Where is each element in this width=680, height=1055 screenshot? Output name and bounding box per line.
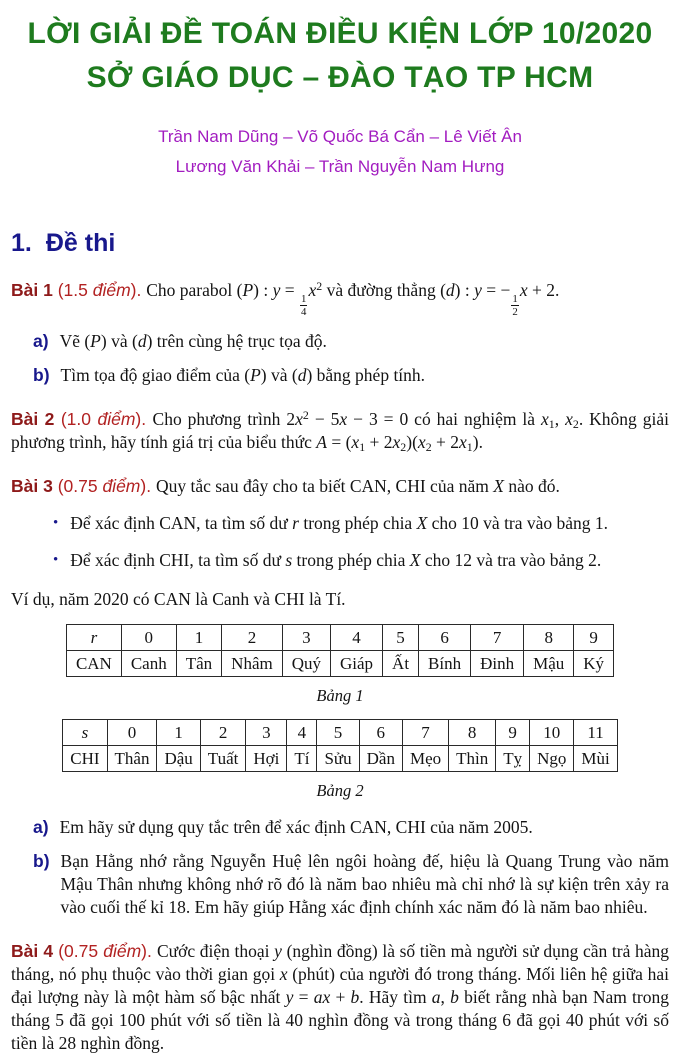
text-run: 2 bbox=[302, 407, 309, 422]
problem-3-bullet-1 bbox=[53, 512, 669, 535]
table-cell: Ký bbox=[574, 650, 614, 676]
problem-1-header bbox=[11, 280, 146, 300]
problem-3-statement bbox=[11, 475, 669, 498]
table-row bbox=[63, 719, 618, 745]
item-a-text bbox=[60, 330, 669, 353]
text-run: d bbox=[445, 280, 455, 300]
table-cell: 4 bbox=[287, 719, 317, 745]
table-cell: CHI bbox=[63, 745, 107, 771]
text-run: x bbox=[541, 408, 549, 429]
table-cell: 1 bbox=[176, 624, 221, 650]
fraction: $\frac{1}{2}$ bbox=[512, 292, 518, 319]
text-run: − 5 bbox=[308, 408, 340, 429]
text-run: d bbox=[137, 330, 147, 351]
text-run: x bbox=[308, 280, 317, 300]
text-run: Vẽ ( bbox=[59, 330, 91, 351]
text-run: điểm bbox=[97, 408, 136, 429]
problem-1-item-a bbox=[33, 330, 669, 353]
text-run: trong phép chia bbox=[298, 512, 417, 533]
table-cell: Nhâm bbox=[222, 650, 283, 676]
can-table bbox=[66, 624, 614, 677]
section-number: 1. bbox=[11, 229, 32, 257]
text-run: r bbox=[292, 512, 299, 533]
text-run: = bbox=[280, 280, 300, 300]
text-run: = bbox=[293, 986, 314, 1007]
table-cell: 5 bbox=[317, 719, 359, 745]
document-page bbox=[0, 12, 680, 1055]
problem-3-text bbox=[156, 476, 560, 496]
table-cell: 6 bbox=[419, 624, 471, 650]
table-cell: 6 bbox=[359, 719, 402, 745]
text-run: x bbox=[279, 963, 288, 984]
table-cell: 11 bbox=[574, 719, 617, 745]
text-run: ) trên cùng hệ trục tọa độ. bbox=[146, 330, 327, 351]
problem-1-item-b bbox=[33, 364, 669, 387]
chi-table bbox=[62, 719, 618, 772]
text-run: Bài 4 bbox=[11, 940, 59, 961]
table-cell: Giáp bbox=[331, 650, 383, 676]
text-run: 2 bbox=[400, 439, 407, 454]
table-cell: 3 bbox=[282, 624, 330, 650]
table-row bbox=[63, 745, 618, 771]
text-run: = ( bbox=[326, 431, 352, 452]
text-run: 2 bbox=[572, 416, 579, 431]
table-cell: Quý bbox=[282, 650, 330, 676]
bullet-icon: • bbox=[53, 551, 59, 568]
text-run: ) bằng phép tính. bbox=[306, 364, 426, 385]
table-cell: 8 bbox=[524, 624, 574, 650]
table-cell: Sửu bbox=[317, 745, 359, 771]
problem-3-item-b bbox=[33, 850, 669, 919]
title-line-2: SỞ GIÁO DỤC – ĐÀO TẠO TP HCM bbox=[86, 61, 594, 94]
text-run: điểm bbox=[102, 475, 141, 496]
table-cell: 0 bbox=[121, 624, 176, 650]
text-run: ) và ( bbox=[260, 364, 298, 385]
text-run: (phút) của người đó trong tháng. Mối liên hệ giữa hai đại lượng này là một hàm số bậc nhất bbox=[11, 963, 669, 1007]
text-run: Để xác định CAN, ta tìm số dư bbox=[70, 512, 293, 533]
text-run: và đường thẳng ( bbox=[322, 280, 446, 300]
table-cell: 2 bbox=[222, 624, 283, 650]
text-run: 1 bbox=[359, 439, 366, 454]
text-run: b bbox=[350, 986, 360, 1007]
table-cell: Mậu bbox=[524, 650, 574, 676]
text-run: ). bbox=[130, 280, 147, 300]
text-run: x bbox=[565, 408, 573, 429]
text-run: ). bbox=[135, 408, 153, 429]
text-run: x bbox=[519, 280, 528, 300]
text-run: điểm bbox=[103, 940, 142, 961]
table-cell: 3 bbox=[246, 719, 287, 745]
text-run: ). bbox=[472, 431, 483, 452]
item-a-label: a) bbox=[33, 816, 49, 837]
table-cell: Ngọ bbox=[530, 745, 574, 771]
text-run: cho 12 và tra vào bảng 2. bbox=[420, 549, 602, 570]
text-run: X bbox=[493, 475, 504, 496]
section-title: Đề thi bbox=[45, 229, 116, 257]
item-b-text: Bạn Hằng nhớ rằng Nguyễn Huệ lên ngôi hoàng đế, hiệu là Quang Trung vào năm Mậu Thân nhưng không nhớ rõ đó là năm bao nhiêu mà chỉ nhớ là sự kiện trên xảy ra vào cuối thế kỉ 18. Em hãy giúp Hằng xác định chính xác năm đó là năm bao nhiêu. bbox=[60, 850, 669, 917]
table-cell: s bbox=[63, 719, 107, 745]
problem-2-header bbox=[11, 409, 153, 429]
problem-1-text bbox=[146, 279, 560, 319]
problem-3-bullet-2 bbox=[53, 549, 669, 572]
text-run: + bbox=[330, 986, 351, 1007]
table-cell: Tân bbox=[176, 650, 221, 676]
problem-3-example: Ví dụ, năm 2020 có CAN là Canh và CHI là Tí. bbox=[11, 588, 346, 609]
table-cell: 9 bbox=[574, 624, 614, 650]
text-run: . Hãy tìm bbox=[359, 986, 432, 1007]
problem-4-header bbox=[11, 941, 157, 961]
text-run: Cước điện thoại bbox=[156, 940, 275, 961]
text-run: y bbox=[274, 940, 282, 961]
text-run: Bài 1 bbox=[11, 280, 58, 300]
bullet-1-text bbox=[70, 512, 669, 535]
title-line-1: LỜI GIẢI ĐỀ TOÁN ĐIỀU KIỆN LỚP 10/2020 bbox=[27, 17, 653, 50]
table-cell: Tuất bbox=[200, 745, 246, 771]
section-heading bbox=[11, 229, 669, 258]
text-run: , bbox=[554, 408, 566, 429]
text-run: P bbox=[242, 280, 254, 300]
text-run: Quy tắc sau đây cho ta biết CAN, CHI của năm bbox=[155, 475, 494, 496]
text-run: d bbox=[297, 364, 307, 385]
text-run: Tìm tọa độ giao điểm của ( bbox=[60, 364, 251, 385]
problem-1-statement bbox=[11, 279, 669, 319]
text-run: y bbox=[474, 280, 482, 300]
table-cell: Đinh bbox=[471, 650, 524, 676]
text-run: (0.75 bbox=[58, 940, 104, 961]
text-run: ). bbox=[140, 475, 156, 496]
text-run: − 3 = 0 có hai nghiệm là bbox=[347, 408, 542, 429]
text-run: x bbox=[351, 431, 360, 452]
text-run: b bbox=[450, 986, 459, 1007]
text-run: 1 bbox=[466, 439, 473, 454]
text-run: Để xác định CHI, ta tìm số dư bbox=[70, 549, 286, 570]
text-run: ) : bbox=[454, 280, 475, 300]
table-cell: r bbox=[66, 624, 121, 650]
table-row bbox=[66, 650, 613, 676]
text-run: + 2 bbox=[431, 431, 460, 452]
text-run: trong phép chia bbox=[292, 549, 410, 570]
text-run: )( bbox=[406, 431, 418, 452]
table-cell: Hợi bbox=[246, 745, 287, 771]
text-run: (1.0 bbox=[60, 408, 98, 429]
bullet-2-text bbox=[70, 549, 669, 572]
text-run: (1.5 bbox=[57, 280, 93, 300]
table-cell: 1 bbox=[157, 719, 200, 745]
item-b-label: b) bbox=[33, 364, 50, 385]
table-cell: CAN bbox=[66, 650, 121, 676]
table-cell: 7 bbox=[471, 624, 524, 650]
text-run: ax bbox=[313, 986, 331, 1007]
text-run: A bbox=[316, 431, 327, 452]
can-table-caption: Bảng 1 bbox=[316, 685, 364, 705]
text-run: 2 bbox=[425, 439, 432, 454]
text-run: x bbox=[295, 408, 303, 429]
author-line-2: Lương Văn Khải – Trần Nguyễn Nam Hưng bbox=[175, 157, 505, 176]
table-cell: Dần bbox=[359, 745, 402, 771]
text-run: nào đó. bbox=[503, 475, 560, 496]
text-run: . Không giải phương trình, hãy tính giá trị của biểu thức bbox=[11, 408, 669, 452]
table-cell: 10 bbox=[530, 719, 574, 745]
table-cell: Canh bbox=[121, 650, 176, 676]
authors bbox=[11, 122, 669, 182]
problem-2-statement bbox=[11, 408, 669, 454]
chi-table-caption: Bảng 2 bbox=[316, 780, 364, 800]
problem-3-item-a bbox=[33, 816, 669, 839]
text-run: x bbox=[392, 431, 401, 452]
fraction: $\frac{1}{4}$ bbox=[301, 292, 307, 319]
author-line-1: Trần Nam Dũng – Võ Quốc Bá Cẩn – Lê Viết Ân bbox=[158, 127, 522, 146]
table-cell: 2 bbox=[200, 719, 246, 745]
item-a-label: a) bbox=[33, 330, 49, 351]
text-run: y bbox=[285, 986, 294, 1007]
text-run: x bbox=[459, 431, 467, 452]
table-cell: Bính bbox=[419, 650, 471, 676]
text-run: ) và ( bbox=[100, 330, 138, 351]
table-cell: Tí bbox=[287, 745, 317, 771]
text-run: P bbox=[90, 330, 101, 351]
text-run: X bbox=[409, 549, 421, 570]
text-run: Bài 3 bbox=[11, 475, 58, 496]
text-run: = − bbox=[481, 280, 511, 300]
text-run: 2 bbox=[316, 279, 323, 294]
text-run: (0.75 bbox=[57, 475, 103, 496]
table-cell: 7 bbox=[402, 719, 448, 745]
table-cell: Ất bbox=[383, 650, 419, 676]
text-run: P bbox=[250, 364, 261, 385]
table-cell: Dậu bbox=[157, 745, 200, 771]
table-cell: Thìn bbox=[449, 745, 496, 771]
table-cell: Mùi bbox=[574, 745, 617, 771]
text-run: Bài 2 bbox=[11, 408, 61, 429]
table-cell: 5 bbox=[383, 624, 419, 650]
problem-4-statement bbox=[11, 940, 669, 1055]
text-run: Cho phương trình 2 bbox=[152, 408, 296, 429]
table-cell: 0 bbox=[107, 719, 157, 745]
text-run: điểm bbox=[92, 280, 131, 300]
text-run: , bbox=[440, 986, 451, 1007]
text-run: + 2. bbox=[527, 280, 560, 300]
text-run: X bbox=[416, 512, 428, 533]
text-run: 1 bbox=[548, 416, 555, 431]
text-run: biết rằng nhà bạn Nam trong tháng 5 đã gọi 100 phút với số tiền là 40 nghìn đồng và trong tháng 6 đã gọi 40 phút với số tiền là 28 nghìn đồng. bbox=[11, 986, 669, 1053]
table-cell: 9 bbox=[496, 719, 530, 745]
text-run: x bbox=[417, 431, 426, 452]
problem-3-header bbox=[11, 476, 156, 496]
text-run: y bbox=[272, 280, 281, 300]
text-run: x bbox=[339, 408, 348, 429]
table-cell: Mẹo bbox=[402, 745, 448, 771]
text-run: a bbox=[431, 986, 441, 1007]
text-run: + 2 bbox=[365, 431, 393, 452]
text-run: ). bbox=[141, 940, 157, 961]
table-cell: 4 bbox=[331, 624, 383, 650]
table-cell: Thân bbox=[107, 745, 157, 771]
text-run: s bbox=[285, 549, 293, 570]
item-a-text: Em hãy sử dụng quy tắc trên để xác định CAN, CHI của năm 2005. bbox=[59, 816, 533, 837]
item-b-label: b) bbox=[33, 850, 50, 871]
document-title bbox=[11, 12, 669, 100]
text-run: Cho parabol ( bbox=[146, 280, 243, 300]
table-row bbox=[66, 624, 613, 650]
table-cell: 8 bbox=[449, 719, 496, 745]
item-b-text bbox=[61, 364, 669, 387]
table-cell: Tỵ bbox=[496, 745, 530, 771]
text-run: cho 10 và tra vào bảng 1. bbox=[427, 512, 609, 533]
bullet-icon: • bbox=[53, 514, 59, 531]
text-run: (nghìn đồng) là số tiền mà người sử dụng cần trả hàng tháng, nó phụ thuộc vào thời gian gọi bbox=[11, 940, 669, 984]
text-run: ) : bbox=[253, 280, 273, 300]
